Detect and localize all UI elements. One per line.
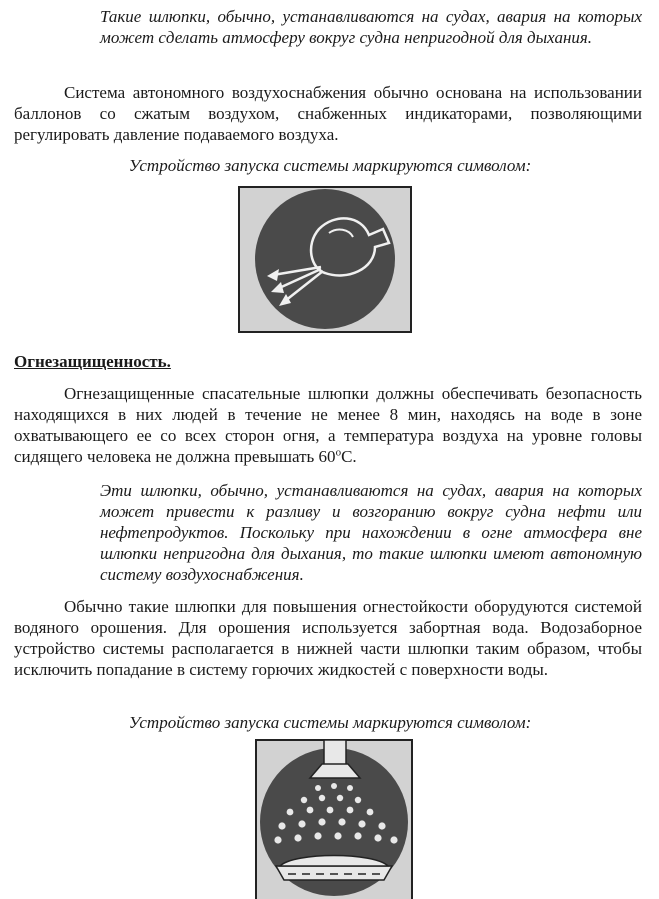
- water-spray-symbol-icon: [254, 738, 414, 899]
- para-air-supply: Система автономного воздухоснабжения обычно основана на использовании баллонов со сжатым воздухом, снабженных индикаторами, позволяющими регулировать давление подаваемого воздуха.: [14, 83, 642, 144]
- para-fire-unit: С.: [341, 447, 357, 466]
- para-italic-1: Такие шлюпки, обычно, устанавливаются на судах, авария на которых может сделать атмосферу вокруг судна непригодной для дыхания.: [100, 7, 642, 47]
- para-italic-2: Эти шлюпки, обычно, устанавливаются на судах, авария на которых может привести к разливу и возгоранию вокруг судна нефти или нефтепродуктов. Поскольку при нахождении в огне атмосфера вне шлюпки непригодна для дыхания, то такие шлюпки имеют автономную систему воздухоснабжения.: [100, 481, 642, 584]
- para-water-spray: Обычно такие шлюпки для повышения огнестойкости оборудуются системой водяного орошения. Для орошения используется забортная вода. Водозаборное устройство системы располагается в нижней части шлюпки таким образом, чтобы исключить попадание в систему горючих жидкостей с поверхности воды.: [14, 597, 642, 679]
- para-fire-protection: [14, 383, 642, 467]
- air-supply-symbol-icon: [237, 185, 413, 334]
- symbol-caption-1: Устройство запуска системы маркируются символом:: [128, 156, 532, 175]
- heading-fire-protection: Огнезащищенность.: [14, 352, 171, 371]
- degree-sup: о: [335, 446, 342, 459]
- symbol-caption-2: Устройство запуска системы маркируются символом:: [128, 713, 532, 732]
- para-fire-text: Огнезащищенные спасательные шлюпки должны обеспечивать безопасность находящихся в них людей в течение не менее 8 мин, находясь на воде в зоне охватывающего ее со всех сторон огня, а температура воздуха на уровне головы сидящего человека не должна превышать 60: [14, 384, 642, 466]
